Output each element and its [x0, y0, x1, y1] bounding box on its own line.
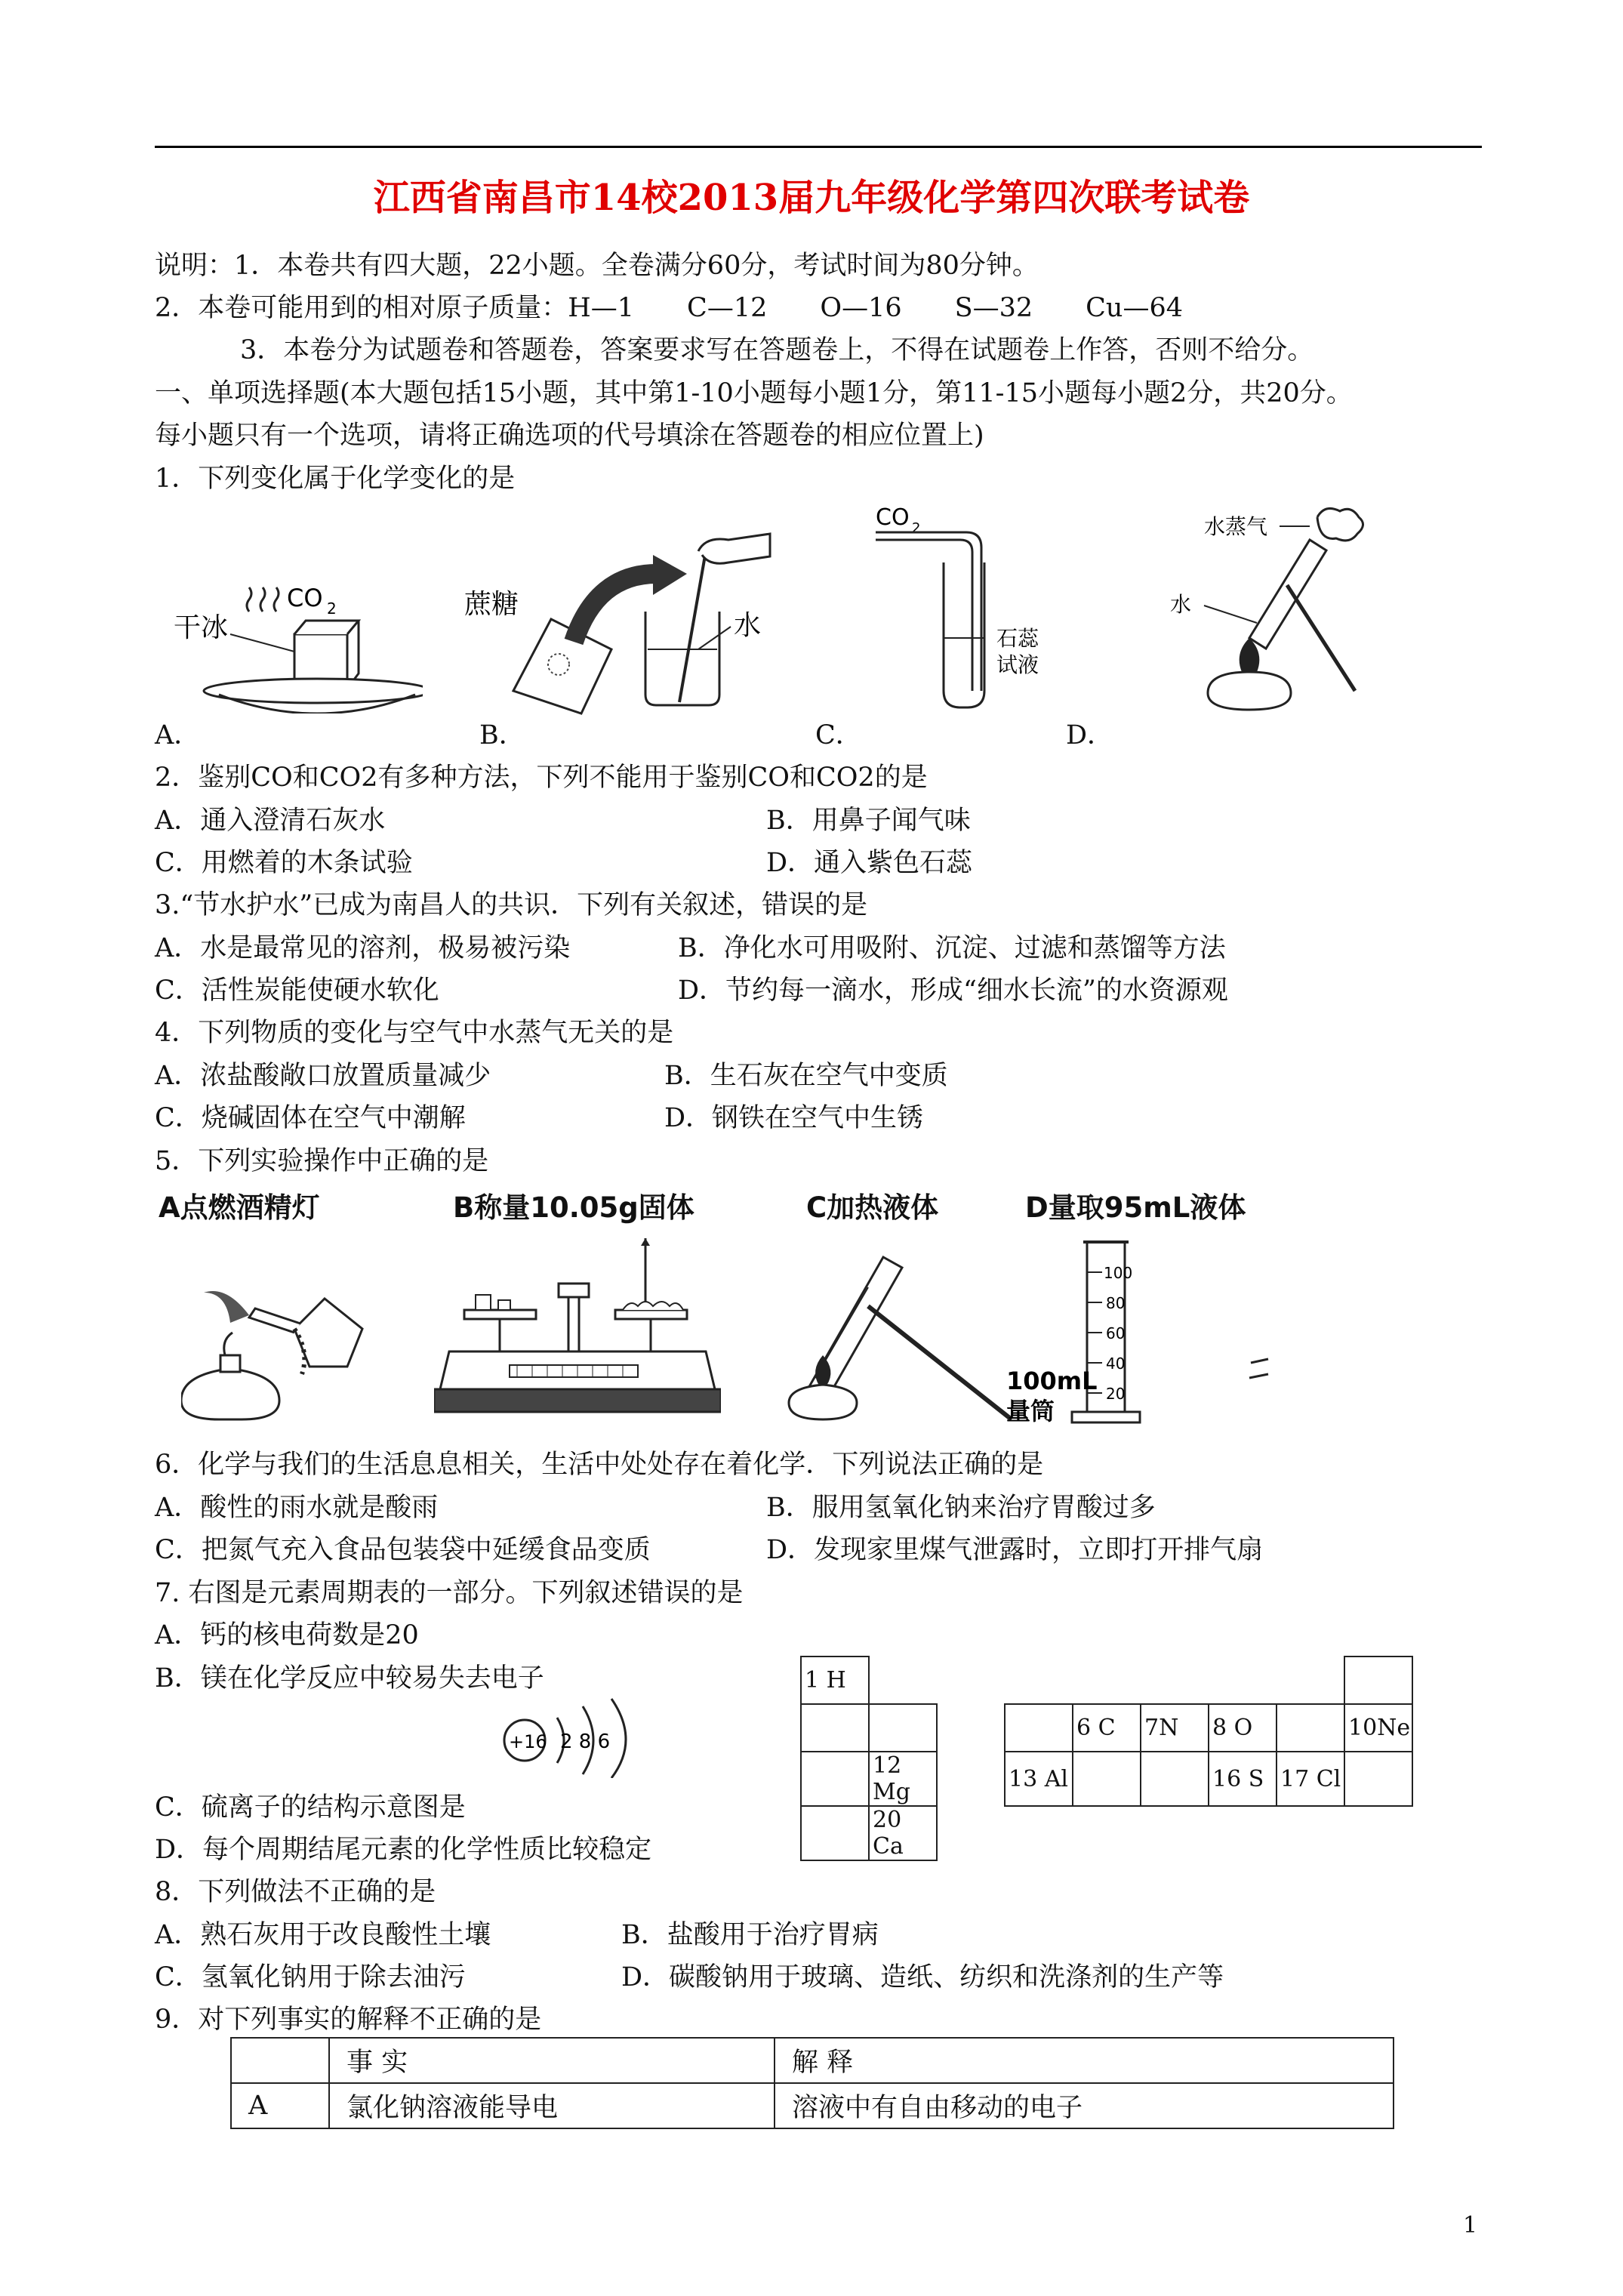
water-label: 水: [734, 610, 762, 641]
q2-option-b: B．用鼻子闻气味: [766, 806, 971, 836]
q7-option-d: D．每个周期结尾元素的化学性质比较稳定: [155, 1835, 652, 1865]
note-2: 2．本卷可能用到的相对原子质量：H—1 C—12 O—16 S—32 Cu—64: [155, 293, 1183, 323]
element-c: 6 C: [1073, 1704, 1141, 1752]
q4-option-c: C．烧碱固体在空气中潮解: [155, 1103, 466, 1133]
q1-label-c: C．: [815, 720, 862, 750]
q5-figure-a: [181, 1268, 377, 1442]
element-ne: 10Ne: [1344, 1704, 1412, 1752]
q5-caption-c: C加热液体: [806, 1191, 939, 1224]
q1-label-b: B．: [479, 720, 525, 750]
q1-figure-b: [460, 529, 778, 717]
q5-caption-a: A点燃酒精灯: [159, 1191, 320, 1224]
q5-figure-b: [434, 1238, 721, 1442]
q2-option-c: C．用燃着的木条试验: [155, 848, 413, 878]
q1-label-d: D．: [1066, 720, 1114, 750]
ion-shells: 2 8 6: [560, 1730, 611, 1753]
q6-option-a: A．酸性的雨水就是酸雨: [155, 1493, 439, 1523]
q3-option-d: D．节约每一滴水，形成“细水长流”的水资源观: [678, 975, 1228, 1006]
q8-option-d: D．碳酸钠用于玻璃、造纸、纺织和洗涤剂的生产等: [621, 1962, 1224, 1992]
element-he-empty: [1344, 1657, 1412, 1704]
svg-text:60: 60: [1106, 1324, 1126, 1342]
svg-text:量筒: 量筒: [1006, 1397, 1055, 1425]
q7-option-b: B．镁在化学反应中较易失去电子: [155, 1663, 544, 1693]
q5-figure-c: [762, 1246, 1027, 1435]
q6-option-b: B．服用氢氧化钠来治疗胃酸过多: [766, 1493, 1156, 1523]
q8-stem: 8．下列做法不正确的是: [155, 1877, 436, 1907]
element-mg: 12 Mg: [869, 1752, 937, 1806]
svg-text:CO: CO: [876, 504, 910, 531]
svg-text:100: 100: [1104, 1264, 1133, 1282]
top-rule: [155, 146, 1482, 148]
section-1-heading-cont: 每小题只有一个选项，请将正确选项的代号填涂在答题卷的相应位置上): [155, 421, 984, 451]
sulfur-ion-diagram: [498, 1695, 672, 1778]
q6-stem: 6．化学与我们的生活息息相关，生活中处处存在着化学．下列说法正确的是: [155, 1450, 1044, 1480]
sugar-label: 蔗糖: [464, 589, 519, 620]
q8-option-a: A．熟石灰用于改良酸性土壤: [155, 1920, 491, 1950]
section-1-heading: 一、单项选择题(本大题包括15小题，其中第1-10小题每小题1分，第11-15小题每小题2分，共20分。: [155, 378, 1353, 408]
table-header-row: [231, 2038, 1394, 2083]
q5-figure-d: [1000, 1231, 1280, 1435]
svg-text:80: 80: [1106, 1294, 1126, 1312]
facts-table: [230, 2037, 1394, 2129]
svg-text:石蕊: 石蕊: [996, 626, 1039, 651]
element-ca: 20 Ca: [869, 1806, 937, 1860]
q5-stem: 5．下列实验操作中正确的是: [155, 1146, 489, 1176]
q1-stem: 1．下列变化属于化学变化的是: [155, 464, 516, 494]
element-cl: 17 Cl: [1277, 1752, 1344, 1806]
q6-option-c: C．把氮气充入食品包装袋中延缓食品变质: [155, 1535, 651, 1565]
q4-option-d: D．钢铁在空气中生锈: [664, 1103, 924, 1133]
svg-text:2: 2: [912, 520, 921, 536]
q4-stem: 4．下列物质的变化与空气中水蒸气无关的是: [155, 1018, 674, 1048]
element-h: 1 H: [801, 1657, 869, 1704]
svg-text:水: 水: [1170, 592, 1192, 617]
q1-figure-d: [1159, 502, 1408, 713]
q3-option-a: A．水是最常见的溶剂，极易被污染: [155, 933, 571, 963]
element-al: 13 Al: [1005, 1752, 1073, 1806]
q4-option-b: B．生石灰在空气中变质: [664, 1061, 948, 1091]
header-fact: 事 实: [329, 2038, 775, 2083]
page-number: 1: [1463, 2212, 1478, 2239]
q7-stem: 7. 右图是元素周期表的一部分。下列叙述错误的是: [155, 1578, 744, 1608]
svg-text:2: 2: [327, 599, 337, 618]
q8-option-b: B．盐酸用于治疗胃病: [621, 1920, 879, 1950]
svg-text:40: 40: [1106, 1354, 1126, 1373]
co2-label: CO: [287, 584, 323, 612]
page-title: 江西省南昌市14校2013届九年级化学第四次联考试卷: [373, 177, 1250, 219]
q5-caption-b: B称量10.05g固体: [453, 1191, 694, 1224]
q8-option-c: C．氢氧化钠用于除去油污: [155, 1962, 466, 1992]
svg-text:试液: 试液: [996, 652, 1039, 677]
dry-ice-label: 干冰: [174, 612, 229, 643]
q1-figure-a: [174, 562, 423, 713]
q1-label-a: A．: [155, 720, 201, 750]
q9-stem: 9．对下列事实的解释不正确的是: [155, 2005, 542, 2035]
svg-text:100mL: 100mL: [1006, 1367, 1098, 1395]
q7-option-a: A．钙的核电荷数是20: [155, 1620, 419, 1650]
element-s: 16 S: [1209, 1752, 1277, 1806]
element-o: 8 O: [1209, 1704, 1277, 1752]
q6-option-d: D．发现家里煤气泄露时，立即打开排气扇: [766, 1535, 1264, 1565]
q2-stem: 2．鉴别CO和CO2有多种方法，下列不能用于鉴别CO和CO2的是: [155, 763, 928, 793]
q5-caption-d: D量取95mL液体: [1025, 1191, 1246, 1224]
q7-option-c: C．硫离子的结构示意图是: [155, 1792, 466, 1823]
periodic-table-fragment: [800, 1656, 1413, 1861]
q1-figure-c: [868, 502, 1087, 713]
ion-nucleus: +16: [509, 1731, 547, 1752]
q4-option-a: A．浓盐酸敞口放置质量减少: [155, 1061, 491, 1091]
note-3: 3．本卷分为试题卷和答题卷，答案要求写在答题卷上，不得在试题卷上作答，否则不给分。: [240, 335, 1314, 365]
header-explanation: 解 释: [775, 2038, 1394, 2083]
q3-stem: 3.“节水护水”已成为南昌人的共识．下列有关叙述，错误的是: [155, 890, 868, 920]
note-1: 说明：1．本卷共有四大题，22小题。全卷满分60分，考试时间为80分钟。: [155, 251, 1039, 281]
q2-option-d: D．通入紫色石蕊: [766, 848, 973, 878]
table-row: A 氯化钠溶液能导电 溶液中有自由移动的电子: [231, 2083, 1394, 2128]
svg-text:水蒸气: 水蒸气: [1204, 514, 1268, 539]
q3-option-c: C．活性炭能使硬水软化: [155, 975, 439, 1006]
element-n: 7N: [1141, 1704, 1209, 1752]
q3-option-b: B．净化水可用吸附、沉淀、过滤和蒸馏等方法: [678, 933, 1226, 963]
q2-option-a: A．通入澄清石灰水: [155, 806, 386, 836]
svg-text:20: 20: [1106, 1385, 1126, 1403]
